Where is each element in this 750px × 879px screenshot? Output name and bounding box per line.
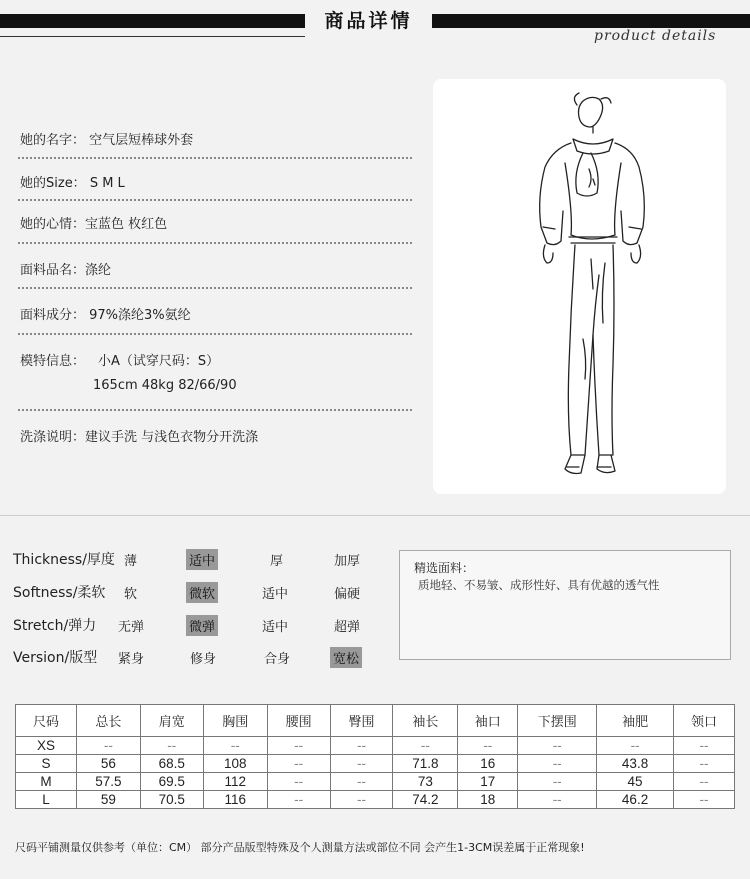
table-cell: 108	[203, 755, 267, 773]
table-cell: --	[674, 791, 735, 809]
table-row	[16, 773, 735, 791]
info-fabric-comp: 面料成分： 97%涤纶3%氨纶	[20, 308, 191, 323]
table-cell: --	[674, 755, 735, 773]
version-option: 修身	[190, 652, 217, 667]
info-name: 她的名字： 空气层短棒球外套	[20, 133, 194, 148]
table-cell: L	[16, 791, 77, 809]
table-cell: 57.5	[76, 773, 140, 791]
table-cell: XS	[16, 737, 77, 755]
table-cell: --	[203, 737, 267, 755]
table-cell: --	[674, 773, 735, 791]
table-cell: --	[330, 791, 393, 809]
table-row	[16, 755, 735, 773]
table-cell: --	[267, 737, 330, 755]
table-cell: M	[16, 773, 77, 791]
table-cell: --	[267, 773, 330, 791]
table-cell: S	[16, 755, 77, 773]
table-cell: 43.8	[597, 755, 674, 773]
table-header-cell: 领口	[674, 705, 735, 737]
version-option: 合身	[264, 652, 291, 667]
table-cell: 71.8	[393, 755, 458, 773]
table-cell: --	[518, 737, 597, 755]
page-title: 商品详情	[324, 10, 413, 32]
table-cell: --	[140, 737, 203, 755]
table-cell: 74.2	[393, 791, 458, 809]
table-row	[16, 791, 735, 809]
divider	[18, 157, 412, 159]
table-cell: --	[518, 791, 597, 809]
divider	[18, 409, 412, 411]
divider	[18, 287, 412, 289]
stretch-option: 适中	[262, 620, 289, 635]
info-color: 她的心情：宝蓝色 枚红色	[20, 217, 168, 232]
thickness-option: 厚	[270, 554, 284, 569]
table-cell: --	[393, 737, 458, 755]
table-cell: --	[597, 737, 674, 755]
table-cell: --	[518, 755, 597, 773]
table-row	[16, 737, 735, 755]
softness-option: 偏硬	[334, 587, 361, 602]
attr-softness-label: Softness/柔软	[13, 585, 106, 601]
table-cell: --	[76, 737, 140, 755]
table-header-cell: 袖肥	[597, 705, 674, 737]
table-header-cell: 肩宽	[140, 705, 203, 737]
header-bar-right	[432, 14, 750, 28]
softness-option-selected: 微软	[186, 582, 218, 603]
table-header-cell: 袖长	[393, 705, 458, 737]
table-cell: --	[330, 755, 393, 773]
table-header-cell: 腰围	[267, 705, 330, 737]
header-bar-left	[0, 14, 305, 28]
product-sketch	[433, 79, 726, 494]
table-cell: 16	[458, 755, 518, 773]
fabric-info-box	[399, 550, 731, 660]
table-header-cell: 尺码	[16, 705, 77, 737]
table-cell: --	[330, 773, 393, 791]
table-cell: 116	[203, 791, 267, 809]
table-cell: 46.2	[597, 791, 674, 809]
table-cell: --	[518, 773, 597, 791]
page-subtitle: product details	[594, 28, 717, 44]
softness-option: 软	[124, 587, 138, 602]
table-header-cell: 下摆围	[518, 705, 597, 737]
size-table	[15, 704, 735, 809]
info-model-line2: 165cm 48kg 82/66/90	[93, 378, 237, 393]
header-divider	[0, 36, 305, 37]
attr-stretch-label: Stretch/弹力	[13, 618, 97, 634]
table-cell: 17	[458, 773, 518, 791]
table-cell: --	[267, 755, 330, 773]
size-table-header	[16, 705, 735, 737]
thickness-option: 薄	[124, 554, 138, 569]
info-model-line1: 小A（试穿尺码：S）	[98, 354, 220, 369]
table-cell: --	[267, 791, 330, 809]
version-option: 紧身	[118, 652, 145, 667]
info-wash: 洗涤说明：建议手洗 与浅色衣物分开洗涤	[20, 430, 259, 445]
jacket-sketch-illustration	[433, 79, 726, 494]
divider	[18, 199, 412, 201]
measurement-note: 尺码平铺测量仅供参考（单位：CM） 部分产品版型特殊及个人测量方法或部位不同 会产生1-3CM误差属于正常现象!	[15, 841, 585, 854]
table-cell: 45	[597, 773, 674, 791]
table-cell: 73	[393, 773, 458, 791]
stretch-option: 超弹	[334, 620, 361, 635]
thickness-option: 加厚	[334, 554, 361, 569]
attr-version-label: Version/版型	[13, 650, 98, 666]
info-fabric-name: 面料品名：涤纶	[20, 263, 112, 278]
info-size: 她的Size： S M L	[20, 176, 125, 191]
stretch-option: 无弹	[118, 620, 145, 635]
divider	[18, 242, 412, 244]
table-cell: 56	[76, 755, 140, 773]
version-option-selected: 宽松	[330, 647, 362, 668]
table-header-cell: 臀围	[330, 705, 393, 737]
table-header-cell: 总长	[76, 705, 140, 737]
table-cell: 70.5	[140, 791, 203, 809]
section-separator	[0, 515, 750, 516]
divider	[18, 333, 412, 335]
table-cell: --	[330, 737, 393, 755]
attr-thickness-label: Thickness/厚度	[13, 552, 115, 568]
table-cell: 112	[203, 773, 267, 791]
fabric-box-title: 精选面料：	[414, 561, 475, 575]
table-cell: --	[674, 737, 735, 755]
stretch-option-selected: 微弹	[186, 615, 218, 636]
table-cell: --	[458, 737, 518, 755]
table-cell: 59	[76, 791, 140, 809]
fabric-box-text: 质地轻、不易皱、成形性好、具有优越的透气性	[418, 578, 660, 592]
softness-option: 适中	[262, 587, 289, 602]
table-cell: 68.5	[140, 755, 203, 773]
table-header-cell: 胸围	[203, 705, 267, 737]
thickness-option-selected: 适中	[186, 549, 218, 570]
table-header-cell: 袖口	[458, 705, 518, 737]
info-model-label: 模特信息：	[20, 354, 86, 369]
table-cell: 69.5	[140, 773, 203, 791]
table-cell: 18	[458, 791, 518, 809]
